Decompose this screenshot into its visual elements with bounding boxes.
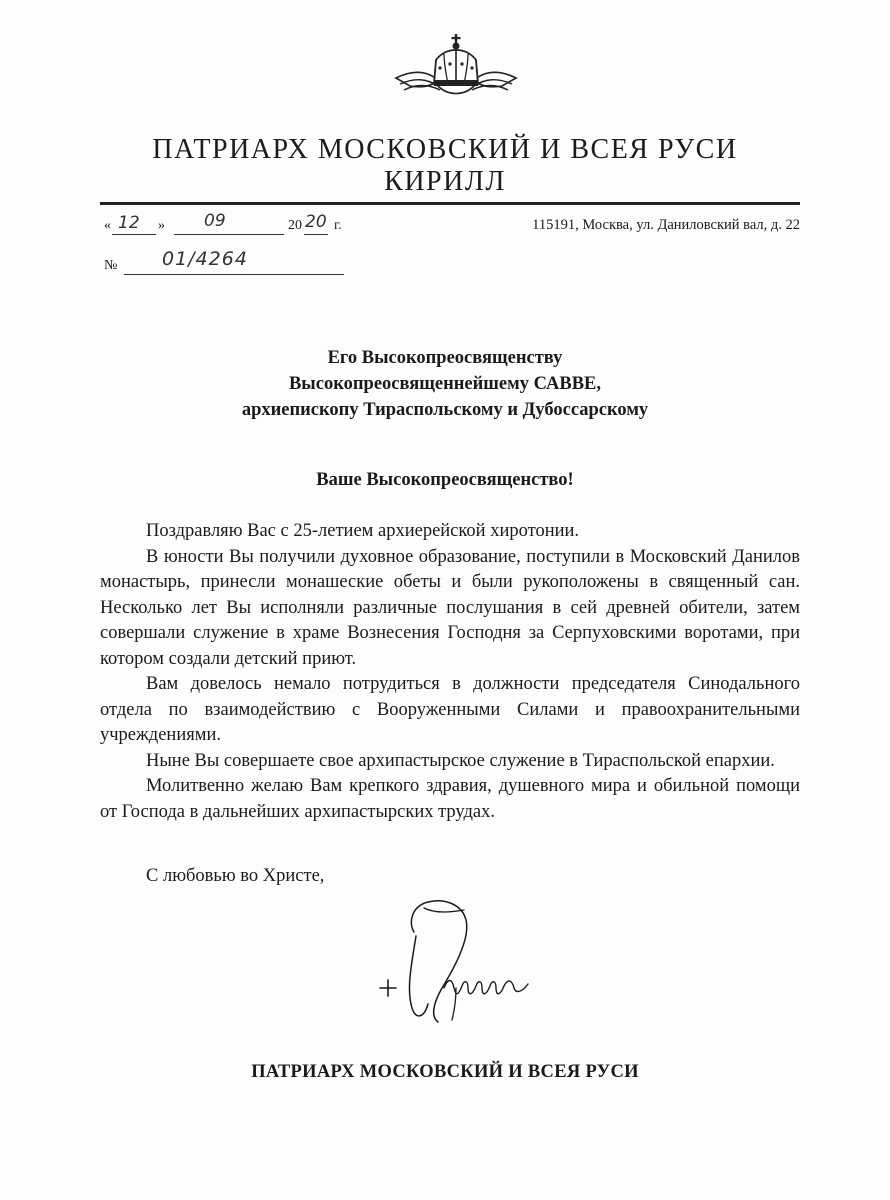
handwritten-signature [372,892,547,1032]
date-close-quote: » [158,218,165,233]
addressee-line-3: архиепископу Тираспольскому и Дубоссарскому [241,400,649,420]
date-year-prefix: 20 [288,218,302,233]
sender-address: 115191, Москва, ул. Даниловский вал, д. 22 [532,217,800,233]
date-year-unit: г. [334,218,342,233]
letterhead-divider [100,202,800,205]
closing-phrase: С любовью во Христе, [146,866,325,886]
footer-signatory-title: ПАТРИАРХ МОСКОВСКИЙ И ВСЕЯ РУСИ [251,1062,639,1082]
body-paragraph: В юности Вы получили духовное образование, поступили в Московский Данилов монастырь, принесли монашеские обеты и были рукоположены в священный сан. Несколько лет Вы исполняли различные послушания в сей древней обители, затем совершали служение в храме Вознесения Господня за Серпуховскими воротами, при котором создали детский приют. [100,546,800,669]
date-open-quote: « [104,218,111,233]
date-year-underline [304,234,328,235]
date-month: 09 [204,211,226,231]
letterhead-name: КИРИЛЛ [384,166,506,197]
reference-number-underline [124,274,344,275]
letter-body [100,519,800,825]
body-paragraph: Вам довелось немало потрудиться в должности председателя Синодального отдела по взаимодействию с Вооруженными Силами и правоохранительными учреждениями. [100,674,800,745]
date-year-suffix: 20 [305,212,327,232]
salutation: Ваше Высокопреосвященство! [316,470,574,490]
body-paragraph: Поздравляю Вас с 25-летием архиерейской хиротонии. [146,521,580,541]
addressee-block [0,345,890,423]
date-month-underline [174,234,284,235]
reference-number: 01/4264 [162,248,248,270]
number-label: № [104,258,118,273]
body-paragraph: Ныне Вы совершаете свое архипастырское служение в Тираспольской епархии. [146,750,775,771]
date-day: 12 [118,213,140,233]
patriarchal-crown-icon [392,34,520,102]
addressee-line-1: Его Высокопреосвященству [327,348,563,368]
body-paragraph: Молитвенно желаю Вам крепкого здравия, душевного мира и обильной помощи от Господа в дальнейших архипастырских трудах. [100,776,800,822]
date-day-underline [112,234,156,235]
addressee-line-2: Высокопреосвященнейшему САВВЕ, [288,374,602,394]
letterhead-title: ПАТРИАРХ МОСКОВСКИЙ И ВСЕЯ РУСИ [152,134,738,165]
